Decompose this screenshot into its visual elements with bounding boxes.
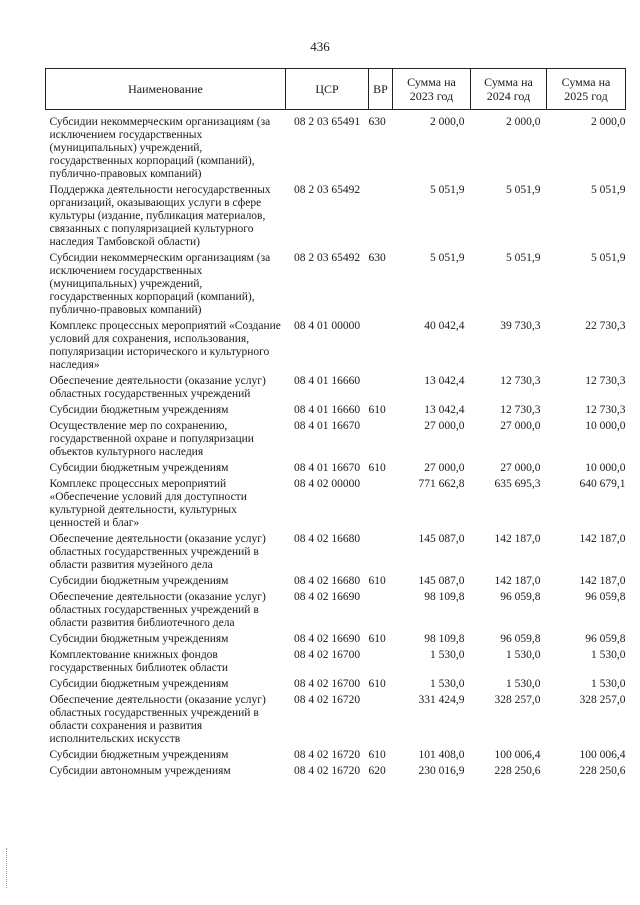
row-name: Комплекс процессных мероприятий «Создание условий для сохранения, использования, популяризации исторического и культурного наследия» [49,320,281,371]
row-csr: 08 2 03 65491 [293,116,361,128]
row-vr: 610 [368,678,386,690]
row-sum-2025: 228 250,6 [579,765,626,777]
row-csr: 08 4 02 16700 [293,649,361,661]
margin-marks [6,848,9,888]
table-row [46,462,626,478]
row-vr [369,694,393,749]
row-csr: 08 4 02 16720 [293,694,361,706]
row-vr [369,375,393,404]
row-vr: 620 [368,765,386,777]
row-sum-2024: 142 187,0 [494,575,541,587]
table-row [46,252,626,320]
table-row [46,320,626,375]
table-row [46,649,626,678]
row-name: Обеспечение деятельности (оказание услуг) областных государственных учреждений в области сохранения и развития исполнительских искусств [49,694,266,745]
table-body [46,110,626,782]
row-name: Обеспечение деятельности (оказание услуг) областных государственных учреждений в области развития библиотечного дела [49,591,266,629]
row-sum-2024: 100 006,4 [494,749,541,761]
row-sum-2025: 10 000,0 [585,420,626,432]
row-sum-2024: 1 530,0 [506,649,541,661]
row-sum-2025: 10 000,0 [585,462,626,474]
row-name: Субсидии бюджетным учреждениям [49,749,229,761]
row-sum-2025: 22 730,3 [585,320,626,332]
row-csr: 08 4 01 16660 [293,375,361,387]
row-vr: 610 [368,575,386,587]
row-sum-2025: 2 000,0 [591,116,626,128]
row-vr [369,478,393,533]
header-sum-2025 [547,69,626,110]
table-row [46,749,626,765]
row-sum-2024: 142 187,0 [494,533,541,545]
row-sum-2024: 27 000,0 [500,420,541,432]
header-sum-2023-line2: 2023 год [409,89,454,103]
row-sum-2024: 5 051,9 [506,184,541,196]
row-sum-2025: 1 530,0 [591,678,626,690]
row-name: Субсидии некоммерческим организациям (за исключением государственных (муниципальных) учреждений, государственных корпораций (компаний), публично-правовых компаний) [49,252,271,316]
row-name: Субсидии бюджетным учреждениям [49,404,229,416]
table-row [46,678,626,694]
row-csr: 08 4 02 16720 [293,765,361,777]
row-csr: 08 4 01 00000 [293,320,361,332]
row-csr: 08 2 03 65492 [293,252,361,264]
row-name: Субсидии некоммерческим организациям (за исключением государственных (муниципальных) учреждений, государственных корпораций (компаний), публично-правовых компаний) [49,116,271,180]
table-row [46,575,626,591]
row-sum-2023: 1 530,0 [430,649,465,661]
row-sum-2023: 27 000,0 [424,462,465,474]
budget-table [45,68,626,781]
header-name: Наименование [46,69,286,110]
row-name: Субсидии бюджетным учреждениям [49,678,229,690]
row-sum-2024: 635 695,3 [494,478,541,490]
row-sum-2023: 101 408,0 [418,749,465,761]
table-row [46,420,626,462]
row-vr: 610 [368,462,386,474]
header-sum-2024 [471,69,547,110]
header-vr: ВР [369,69,393,110]
row-name: Осуществление мер по сохранению, государственной охране и популяризации объектов культурного наследия [49,420,254,458]
header-sum-2025-line1: Сумма на [561,75,611,89]
row-sum-2024: 12 730,3 [500,404,541,416]
row-sum-2025: 1 530,0 [591,649,626,661]
header-sum-2023-line1: Сумма на [407,75,456,89]
row-vr: 630 [368,116,386,128]
row-sum-2025: 328 257,0 [579,694,626,706]
table-row [46,694,626,749]
row-name: Обеспечение деятельности (оказание услуг) областных государственных учреждений в области развития музейного дела [49,533,266,571]
header-sum-2024-line2: 2024 год [486,89,531,103]
row-csr: 08 4 02 16720 [293,749,361,761]
row-sum-2023: 145 087,0 [418,533,465,545]
row-sum-2023: 2 000,0 [430,116,465,128]
row-name: Комплектование книжных фондов государственных библиотек области [49,649,229,674]
row-sum-2023: 13 042,4 [424,404,465,416]
table-row [46,633,626,649]
row-sum-2025: 5 051,9 [591,184,626,196]
row-vr [369,320,393,375]
row-sum-2025: 96 059,8 [585,591,626,603]
row-csr: 08 4 01 16670 [293,420,361,432]
row-sum-2023: 27 000,0 [424,420,465,432]
row-csr: 08 4 02 16680 [293,575,361,587]
row-sum-2024: 1 530,0 [506,678,541,690]
row-vr: 610 [368,404,386,416]
row-sum-2023: 230 016,9 [418,765,465,777]
row-sum-2023: 5 051,9 [430,252,465,264]
row-name: Субсидии бюджетным учреждениям [49,575,229,587]
row-vr [369,649,393,678]
row-sum-2023: 98 109,8 [424,633,465,645]
row-sum-2023: 40 042,4 [424,320,465,332]
row-sum-2024: 96 059,8 [500,633,541,645]
row-vr: 630 [368,252,386,264]
row-sum-2024: 12 730,3 [500,375,541,387]
table-row [46,375,626,404]
row-name: Субсидии бюджетным учреждениям [49,633,229,645]
table-row [46,184,626,252]
row-name: Обеспечение деятельности (оказание услуг) областных государственных учреждений [49,375,266,400]
row-sum-2023: 98 109,8 [424,591,465,603]
row-csr: 08 2 03 65492 [293,184,361,196]
row-sum-2024: 5 051,9 [506,252,541,264]
header-csr: ЦСР [286,69,369,110]
row-sum-2024: 2 000,0 [506,116,541,128]
row-sum-2024: 27 000,0 [500,462,541,474]
row-csr: 08 4 02 00000 [293,478,361,490]
table-row [46,404,626,420]
row-sum-2025: 5 051,9 [591,252,626,264]
row-sum-2023: 5 051,9 [430,184,465,196]
row-vr [369,184,393,252]
page-number: 436 [310,39,330,54]
table-row [46,478,626,533]
row-vr [369,591,393,633]
table-row [46,110,626,185]
row-sum-2025: 100 006,4 [579,749,626,761]
row-sum-2025: 96 059,8 [585,633,626,645]
row-csr: 08 4 01 16660 [293,404,361,416]
row-csr: 08 4 01 16670 [293,462,361,474]
row-csr: 08 4 02 16690 [293,633,361,645]
row-vr: 610 [368,633,386,645]
table-row [46,533,626,575]
row-sum-2024: 328 257,0 [494,694,541,706]
row-csr: 08 4 02 16700 [293,678,361,690]
row-sum-2023: 771 662,8 [418,478,465,490]
row-sum-2025: 12 730,3 [585,375,626,387]
row-sum-2025: 640 679,1 [579,478,626,490]
row-sum-2025: 142 187,0 [579,575,626,587]
row-sum-2023: 331 424,9 [418,694,465,706]
header-sum-2023 [393,69,471,110]
row-name: Субсидии автономным учреждениям [49,765,231,777]
row-csr: 08 4 02 16680 [293,533,361,545]
row-sum-2025: 12 730,3 [585,404,626,416]
row-vr: 610 [368,749,386,761]
row-sum-2024: 39 730,3 [500,320,541,332]
row-sum-2024: 228 250,6 [494,765,541,777]
header-sum-2024-line1: Сумма на [484,75,533,89]
row-name: Субсидии бюджетным учреждениям [49,462,229,474]
row-name: Поддержка деятельности негосударственных организаций, оказывающих услуги в сфере культуры (издание, публикация материалов, связанных с популяризацией культурного наследия Тамбовской области) [49,184,271,248]
table-header [46,69,626,110]
row-sum-2023: 145 087,0 [418,575,465,587]
header-sum-2025-line2: 2025 год [564,89,608,103]
table-row [46,765,626,781]
row-sum-2025: 142 187,0 [579,533,626,545]
row-csr: 08 4 02 16690 [293,591,361,603]
row-sum-2023: 13 042,4 [424,375,465,387]
table-row [46,591,626,633]
row-sum-2024: 96 059,8 [500,591,541,603]
row-vr [369,533,393,575]
row-vr [369,420,393,462]
row-sum-2023: 1 530,0 [430,678,465,690]
row-name: Комплекс процессных мероприятий «Обеспечение условий для доступности культурной деятельности, культурных ценностей и благ» [49,478,247,529]
